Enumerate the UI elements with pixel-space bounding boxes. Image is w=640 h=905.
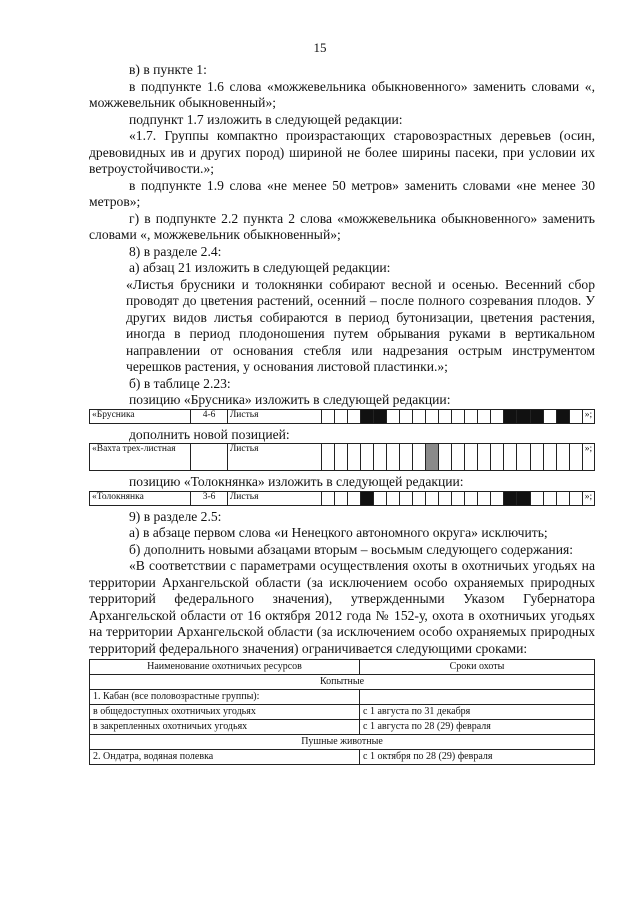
header-resource: Наименование охотничьих ресурсов bbox=[90, 660, 360, 675]
paragraph-3: подпункт 1.7 изложить в следующей редакции: bbox=[129, 111, 403, 127]
grid-cell bbox=[399, 444, 412, 470]
grid-cell bbox=[386, 410, 399, 423]
grid-cell bbox=[477, 410, 490, 423]
row-end: »; bbox=[582, 444, 595, 470]
row-part: Листья bbox=[227, 444, 321, 470]
row-size: 4-6 bbox=[190, 410, 227, 423]
grid-cell bbox=[373, 492, 386, 505]
resource-name: в общедоступных охотничьих угодьях bbox=[90, 705, 360, 720]
grid-cell bbox=[464, 410, 477, 423]
grid-cell-filled bbox=[516, 410, 529, 423]
grid-cell bbox=[490, 492, 503, 505]
grid-cell bbox=[451, 444, 464, 470]
paragraph-7: 8) в разделе 2.4: bbox=[129, 243, 222, 259]
grid-cell bbox=[556, 444, 569, 470]
row-part: Листья bbox=[227, 410, 321, 423]
paragraph-15: а) в абзаце первом слова «и Ненецкого автономного округа» исключить; bbox=[129, 525, 548, 540]
document-body bbox=[89, 62, 595, 765]
grid-cell bbox=[412, 444, 425, 470]
grid-cell bbox=[516, 444, 529, 470]
grid-cell bbox=[399, 410, 412, 423]
paragraph-1: в) в пункте 1: bbox=[129, 62, 207, 77]
grid-cell bbox=[425, 410, 438, 423]
row-end: »; bbox=[582, 492, 595, 505]
grid-cell bbox=[569, 492, 582, 505]
row-name: «Брусника bbox=[89, 410, 190, 423]
resource-name: в закрепленных охотничьих угодьях bbox=[90, 720, 360, 735]
grid-cell-filled bbox=[503, 492, 516, 505]
grid-cell bbox=[347, 492, 360, 505]
grid-cell bbox=[334, 444, 347, 470]
table-row-brusnika bbox=[89, 409, 595, 424]
grid-cell bbox=[347, 444, 360, 470]
grid-cell bbox=[477, 492, 490, 505]
row-part: Листья bbox=[227, 492, 321, 505]
paragraph-5: в подпункте 1.9 слова «не менее 50 метров» заменить словами «не менее 30 метров»; bbox=[89, 177, 595, 209]
grid-cell bbox=[451, 492, 464, 505]
paragraph-12: дополнить новой позицией: bbox=[129, 426, 290, 442]
table-category-row bbox=[90, 735, 595, 750]
paragraph-10: б) в таблице 2.23: bbox=[129, 375, 231, 391]
grid-cell-filled bbox=[556, 410, 569, 423]
grid-cell bbox=[412, 492, 425, 505]
grid-cell bbox=[438, 444, 451, 470]
grid-cell-filled bbox=[373, 410, 386, 423]
grid-cell bbox=[347, 410, 360, 423]
category-label: Копытные bbox=[90, 675, 595, 690]
grid-cell bbox=[399, 492, 412, 505]
resource-name: 2. Ондатра, водяная полевка bbox=[90, 750, 360, 765]
grid-cell bbox=[321, 444, 334, 470]
paragraph-4: «1.7. Группы компактно произрастающих старовозрастных деревьев (осин, древовидных ив и других пород) шириной не более ширины пасеки, при условии их ветроустойчивости.»; bbox=[89, 128, 595, 176]
grid-cell bbox=[425, 492, 438, 505]
grid-cell-filled bbox=[503, 410, 516, 423]
grid-cell bbox=[543, 444, 556, 470]
paragraph-13: позицию «Толокнянка» изложить в следующей редакции: bbox=[129, 474, 464, 489]
paragraph-11: позицию «Брусника» изложить в следующей редакции: bbox=[129, 392, 451, 407]
grid-cell bbox=[490, 444, 503, 470]
category-label: Пушные животные bbox=[90, 735, 595, 750]
row-size: 3-6 bbox=[190, 492, 227, 505]
paragraph-14: 9) в разделе 2.5: bbox=[129, 508, 222, 524]
paragraph-2: в подпункте 1.6 слова «можжевельника обыкновенного» заменить словами «, можжевельник обыкновенный»; bbox=[89, 78, 595, 110]
table-category-row bbox=[90, 675, 595, 690]
table-row bbox=[90, 720, 595, 735]
grid-cell bbox=[477, 444, 490, 470]
paragraph-17: «В соответствии с параметрами осуществления охоты в охотничьих угодьях на территории Архангельской области (за исключением особо охраняемых природных территорий федерального значения), утвержденными Указом Губернатора Архангельской области от 16 октября 2012 года № 152-у, охота в охотничьих угодьях на территории Архангельской области (за исключением особо охраняемых природных территорий федерального значения) ограничивается следующими сроками: bbox=[89, 558, 595, 656]
hunting-period: с 1 октября по 28 (29) февраля bbox=[360, 750, 595, 765]
hunting-seasons-table bbox=[89, 659, 595, 765]
quote-leaves-collection: «Листья брусники и толокнянки собирают весной и осенью. Весенний сбор проводят до цветения растений, осенний – после полного созревания плодов. У других видов листья собираются в период бутонизации, цветения растения, иногда в период плодоношения путем обрывания руками в вертикальном направлении от основания стебля или надрезания острым инструментом черешков растения, у основания листовой пластинки.»; bbox=[126, 276, 595, 374]
grid-cell bbox=[386, 492, 399, 505]
paragraph-6: г) в подпункте 2.2 пункта 2 слова «можжевельника обыкновенного» заменить словами «, можжевельник обыкновенный»; bbox=[89, 210, 595, 242]
grid-cell bbox=[503, 444, 516, 470]
row-name: «Вахта трех-листная bbox=[89, 444, 190, 470]
grid-cell bbox=[334, 492, 347, 505]
row-end: »; bbox=[582, 410, 595, 423]
table-row-vakhta bbox=[89, 443, 595, 471]
table-header-row bbox=[90, 660, 595, 675]
grid-cell bbox=[438, 492, 451, 505]
grid-cell bbox=[530, 492, 543, 505]
grid-cell-filled bbox=[425, 444, 438, 470]
paragraph-16: б) дополнить новыми абзацами вторым – восьмым следующего содержания: bbox=[129, 541, 574, 557]
grid-cell-filled bbox=[360, 410, 373, 423]
row-size bbox=[190, 444, 227, 470]
grid-cell bbox=[556, 492, 569, 505]
grid-cell bbox=[386, 444, 399, 470]
grid-cell bbox=[360, 444, 373, 470]
table-row bbox=[90, 690, 595, 705]
grid-cell bbox=[321, 492, 334, 505]
grid-cell-filled bbox=[530, 410, 543, 423]
grid-cell bbox=[438, 410, 451, 423]
grid-cell bbox=[464, 444, 477, 470]
grid-cell bbox=[543, 410, 556, 423]
grid-cell bbox=[530, 444, 543, 470]
grid-cell bbox=[464, 492, 477, 505]
resource-name: 1. Кабан (все половозрастные группы): bbox=[90, 690, 360, 705]
table-row bbox=[90, 750, 595, 765]
grid-cell bbox=[373, 444, 386, 470]
grid-cell bbox=[569, 444, 582, 470]
grid-cell bbox=[412, 410, 425, 423]
header-period: Сроки охоты bbox=[360, 660, 595, 675]
grid-cell-filled bbox=[360, 492, 373, 505]
row-name: «Толокнянка bbox=[89, 492, 190, 505]
grid-cell bbox=[334, 410, 347, 423]
page-number: 15 bbox=[313, 40, 327, 55]
grid-cell bbox=[543, 492, 556, 505]
hunting-period: с 1 августа по 28 (29) февраля bbox=[360, 720, 595, 735]
grid-cell-filled bbox=[516, 492, 529, 505]
grid-cell bbox=[490, 410, 503, 423]
table-row bbox=[90, 705, 595, 720]
table-row-tolokn bbox=[89, 491, 595, 506]
hunting-period: с 1 августа по 31 декабря bbox=[360, 705, 595, 720]
hunting-period bbox=[360, 690, 595, 705]
grid-cell bbox=[569, 410, 582, 423]
grid-cell bbox=[321, 410, 334, 423]
paragraph-8: а) абзац 21 изложить в следующей редакции: bbox=[129, 260, 391, 275]
grid-cell bbox=[451, 410, 464, 423]
